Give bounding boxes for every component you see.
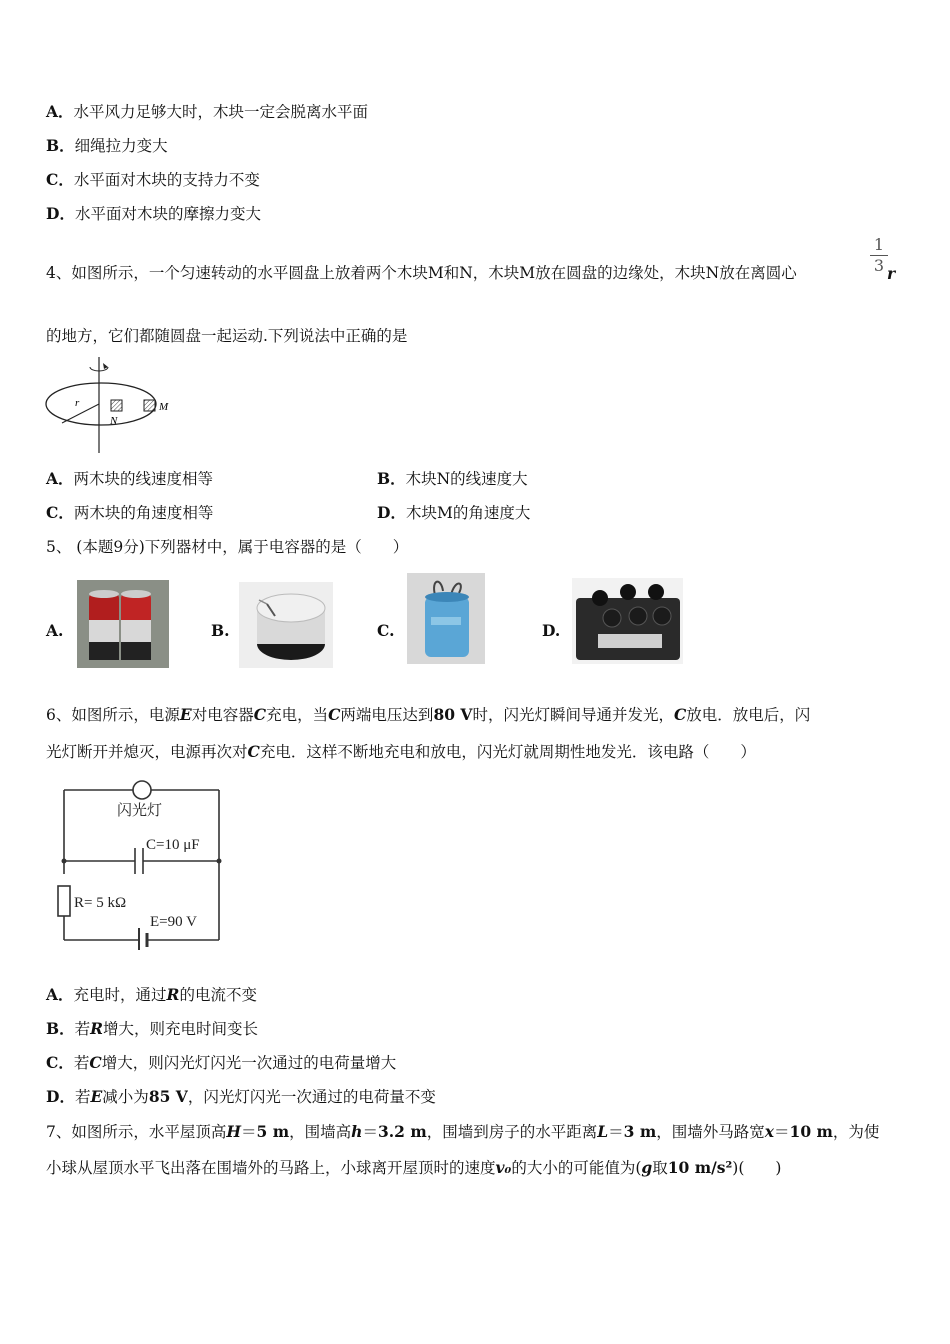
- q5-stem-text: 5、 (本题9分)下列器材中，属于电容器的是（ ）: [46, 538, 409, 556]
- option-label: B．: [377, 469, 406, 488]
- option-label: D．: [377, 503, 406, 522]
- q7-var: L: [597, 1122, 609, 1141]
- q4-option-b: [377, 468, 528, 490]
- q7-text: ，围墙外马路宽: [656, 1123, 765, 1141]
- q6-text: 放电．放电后，闪: [686, 706, 811, 724]
- option-text: 木块M的角速度大: [405, 504, 531, 522]
- option-text: 的电流不变: [179, 986, 257, 1004]
- option-text: 水平面对木块的摩擦力变大: [74, 205, 261, 223]
- q7-text: 取: [652, 1159, 668, 1177]
- flash-circuit-figure: [46, 774, 228, 950]
- option-text: 若: [73, 1054, 90, 1072]
- q4-stem-text: 4、如图所示，一个匀速转动的水平圆盘上放着两个木块M和N，木块M放在圆盘的边缘处，木块N放在离圆心: [46, 264, 797, 282]
- option-label: C．: [46, 503, 74, 522]
- q6-option-a: [46, 984, 257, 1006]
- option-label: D．: [46, 1087, 75, 1106]
- block-m: [144, 400, 155, 411]
- q6-text: 充电．这样不断地充电和放电，闪光灯就周期性地发光．该电路（ ）: [259, 743, 756, 761]
- q5-option-c-label: C.: [377, 621, 395, 640]
- block-n-label: N: [110, 415, 118, 427]
- option-label: C．: [46, 1053, 74, 1072]
- option-text: 水平风力足够大时，木块一定会脱离水平面: [73, 103, 369, 121]
- option-text: 增大，则闪光灯闪光一次通过的电荷量增大: [101, 1054, 397, 1072]
- option-label: D．: [46, 204, 75, 223]
- q7-text: )( ): [732, 1159, 782, 1177]
- q6-text: 两端电压达到: [340, 706, 434, 724]
- option-text: 若: [74, 1088, 91, 1106]
- resistor-icon: [58, 886, 70, 916]
- q6-var: E: [179, 705, 192, 724]
- q6-text: 时，闪光灯瞬间导通并发光，: [472, 706, 674, 724]
- battery-label: E=90 V: [150, 914, 197, 930]
- q6-option-b: [46, 1018, 258, 1040]
- q7-text: ，围墙到房子的水平距离: [426, 1123, 598, 1141]
- q4-option-c: [46, 502, 213, 524]
- block-n: [111, 400, 122, 411]
- q4-stem-line1: [46, 262, 797, 284]
- option-var: R: [90, 1019, 104, 1038]
- q6-option-c: [46, 1052, 396, 1074]
- cylinder-component-photo: [239, 582, 333, 668]
- q5-option-b-label: B.: [211, 621, 230, 640]
- q7-text: 的大小的可能值为(: [511, 1159, 642, 1177]
- q7-num: 10 m/s²: [667, 1158, 733, 1177]
- capacitor-label: C=10 μF: [146, 837, 200, 853]
- q4-stem-line2: [46, 325, 407, 347]
- radius-variable: r: [887, 264, 896, 283]
- option-text: 若: [74, 1020, 91, 1038]
- capacitor-photo: [407, 573, 485, 664]
- option-text: 减小为: [102, 1088, 149, 1106]
- option-text: 充电时，通过: [73, 986, 167, 1004]
- block-m-label: M: [159, 401, 169, 413]
- q6-option-d: [46, 1086, 436, 1108]
- q6-stem-line1: [46, 704, 810, 726]
- q7-var: h: [351, 1122, 363, 1141]
- fraction-numerator: 1: [873, 235, 885, 254]
- q6-text: 6、如图所示，电源: [46, 706, 180, 724]
- q3-option-b: [46, 135, 168, 157]
- option-text: 两木块的角速度相等: [73, 504, 214, 522]
- option-label: A．: [46, 102, 74, 121]
- q5-stem: [46, 536, 408, 558]
- option-var: R: [166, 985, 180, 1004]
- q7-var: v₀: [495, 1158, 512, 1177]
- q7-text: 7、如图所示，水平屋顶高: [46, 1123, 227, 1141]
- option-label: B．: [46, 136, 75, 155]
- q7-text: ＝: [608, 1123, 624, 1141]
- option-var: C: [89, 1053, 102, 1072]
- q7-text: ，为使: [832, 1123, 880, 1141]
- q3-option-c: [46, 169, 260, 191]
- q5-option-a-label: A.: [46, 621, 64, 640]
- option-text: ，闪光灯闪光一次通过的电荷量不变: [187, 1088, 436, 1106]
- q7-num: 3.2 m: [377, 1122, 427, 1141]
- q6-text: 对电容器: [191, 706, 254, 724]
- option-text: 增大，则充电时间变长: [103, 1020, 259, 1038]
- q7-text: 小球从屋顶水平飞出落在围墙外的马路上，小球离开屋顶时的速度: [46, 1159, 496, 1177]
- option-text: 两木块的线速度相等: [73, 470, 214, 488]
- q6-var: C: [673, 705, 687, 724]
- q6-num: 80 V: [433, 705, 473, 724]
- q6-text: 光灯断开并熄灭，电源再次对: [46, 743, 248, 761]
- batteries-photo: [77, 580, 169, 668]
- option-label: C．: [46, 170, 74, 189]
- option-var: E: [90, 1087, 103, 1106]
- q7-var: g: [641, 1158, 653, 1177]
- q5-option-d-label: D.: [542, 621, 561, 640]
- lamp-icon: [133, 781, 151, 799]
- q3-option-a: [46, 101, 368, 123]
- q6-var: C: [253, 705, 267, 724]
- q7-var: H: [226, 1122, 242, 1141]
- q7-stem-line2: [46, 1157, 781, 1179]
- q3-option-d: [46, 203, 261, 225]
- option-label: A．: [46, 469, 74, 488]
- option-text: 细绳拉力变大: [74, 137, 168, 155]
- q7-num: 5 m: [256, 1122, 290, 1141]
- q6-var: C: [328, 705, 341, 724]
- q6-text: 充电，当: [266, 706, 329, 724]
- fraction-denominator: 3: [873, 256, 885, 275]
- option-text: 水平面对木块的支持力不变: [73, 171, 260, 189]
- q7-text: ＝: [241, 1123, 257, 1141]
- q4-option-d: [377, 502, 530, 524]
- q7-text: ，围墙高: [289, 1123, 352, 1141]
- q7-text: ＝: [774, 1123, 790, 1141]
- option-label: B．: [46, 1019, 75, 1038]
- q7-text: ＝: [362, 1123, 378, 1141]
- option-num: 85 V: [148, 1087, 188, 1106]
- q6-var: C: [247, 742, 260, 761]
- rotating-disk-figure: [44, 357, 184, 453]
- q7-num: 3 m: [623, 1122, 657, 1141]
- disk-ellipse: [46, 383, 156, 425]
- q4-option-a: [46, 468, 213, 490]
- q6-stem-line2: [46, 741, 756, 763]
- lamp-label: 闪光灯: [117, 801, 163, 819]
- radius-line: [62, 404, 99, 423]
- radius-label: r: [75, 397, 80, 409]
- option-text: 木块N的线速度大: [405, 470, 528, 488]
- resistor-label: R= 5 kΩ: [74, 895, 127, 911]
- q4-stem-text: 的地方，它们都随圆盘一起运动.下列说法中正确的是: [46, 327, 408, 345]
- q7-var: x: [764, 1122, 775, 1141]
- q7-num: 10 m: [789, 1122, 833, 1141]
- resistance-box-photo: [572, 578, 683, 664]
- option-label: A．: [46, 985, 74, 1004]
- q7-stem-line1: [46, 1121, 879, 1143]
